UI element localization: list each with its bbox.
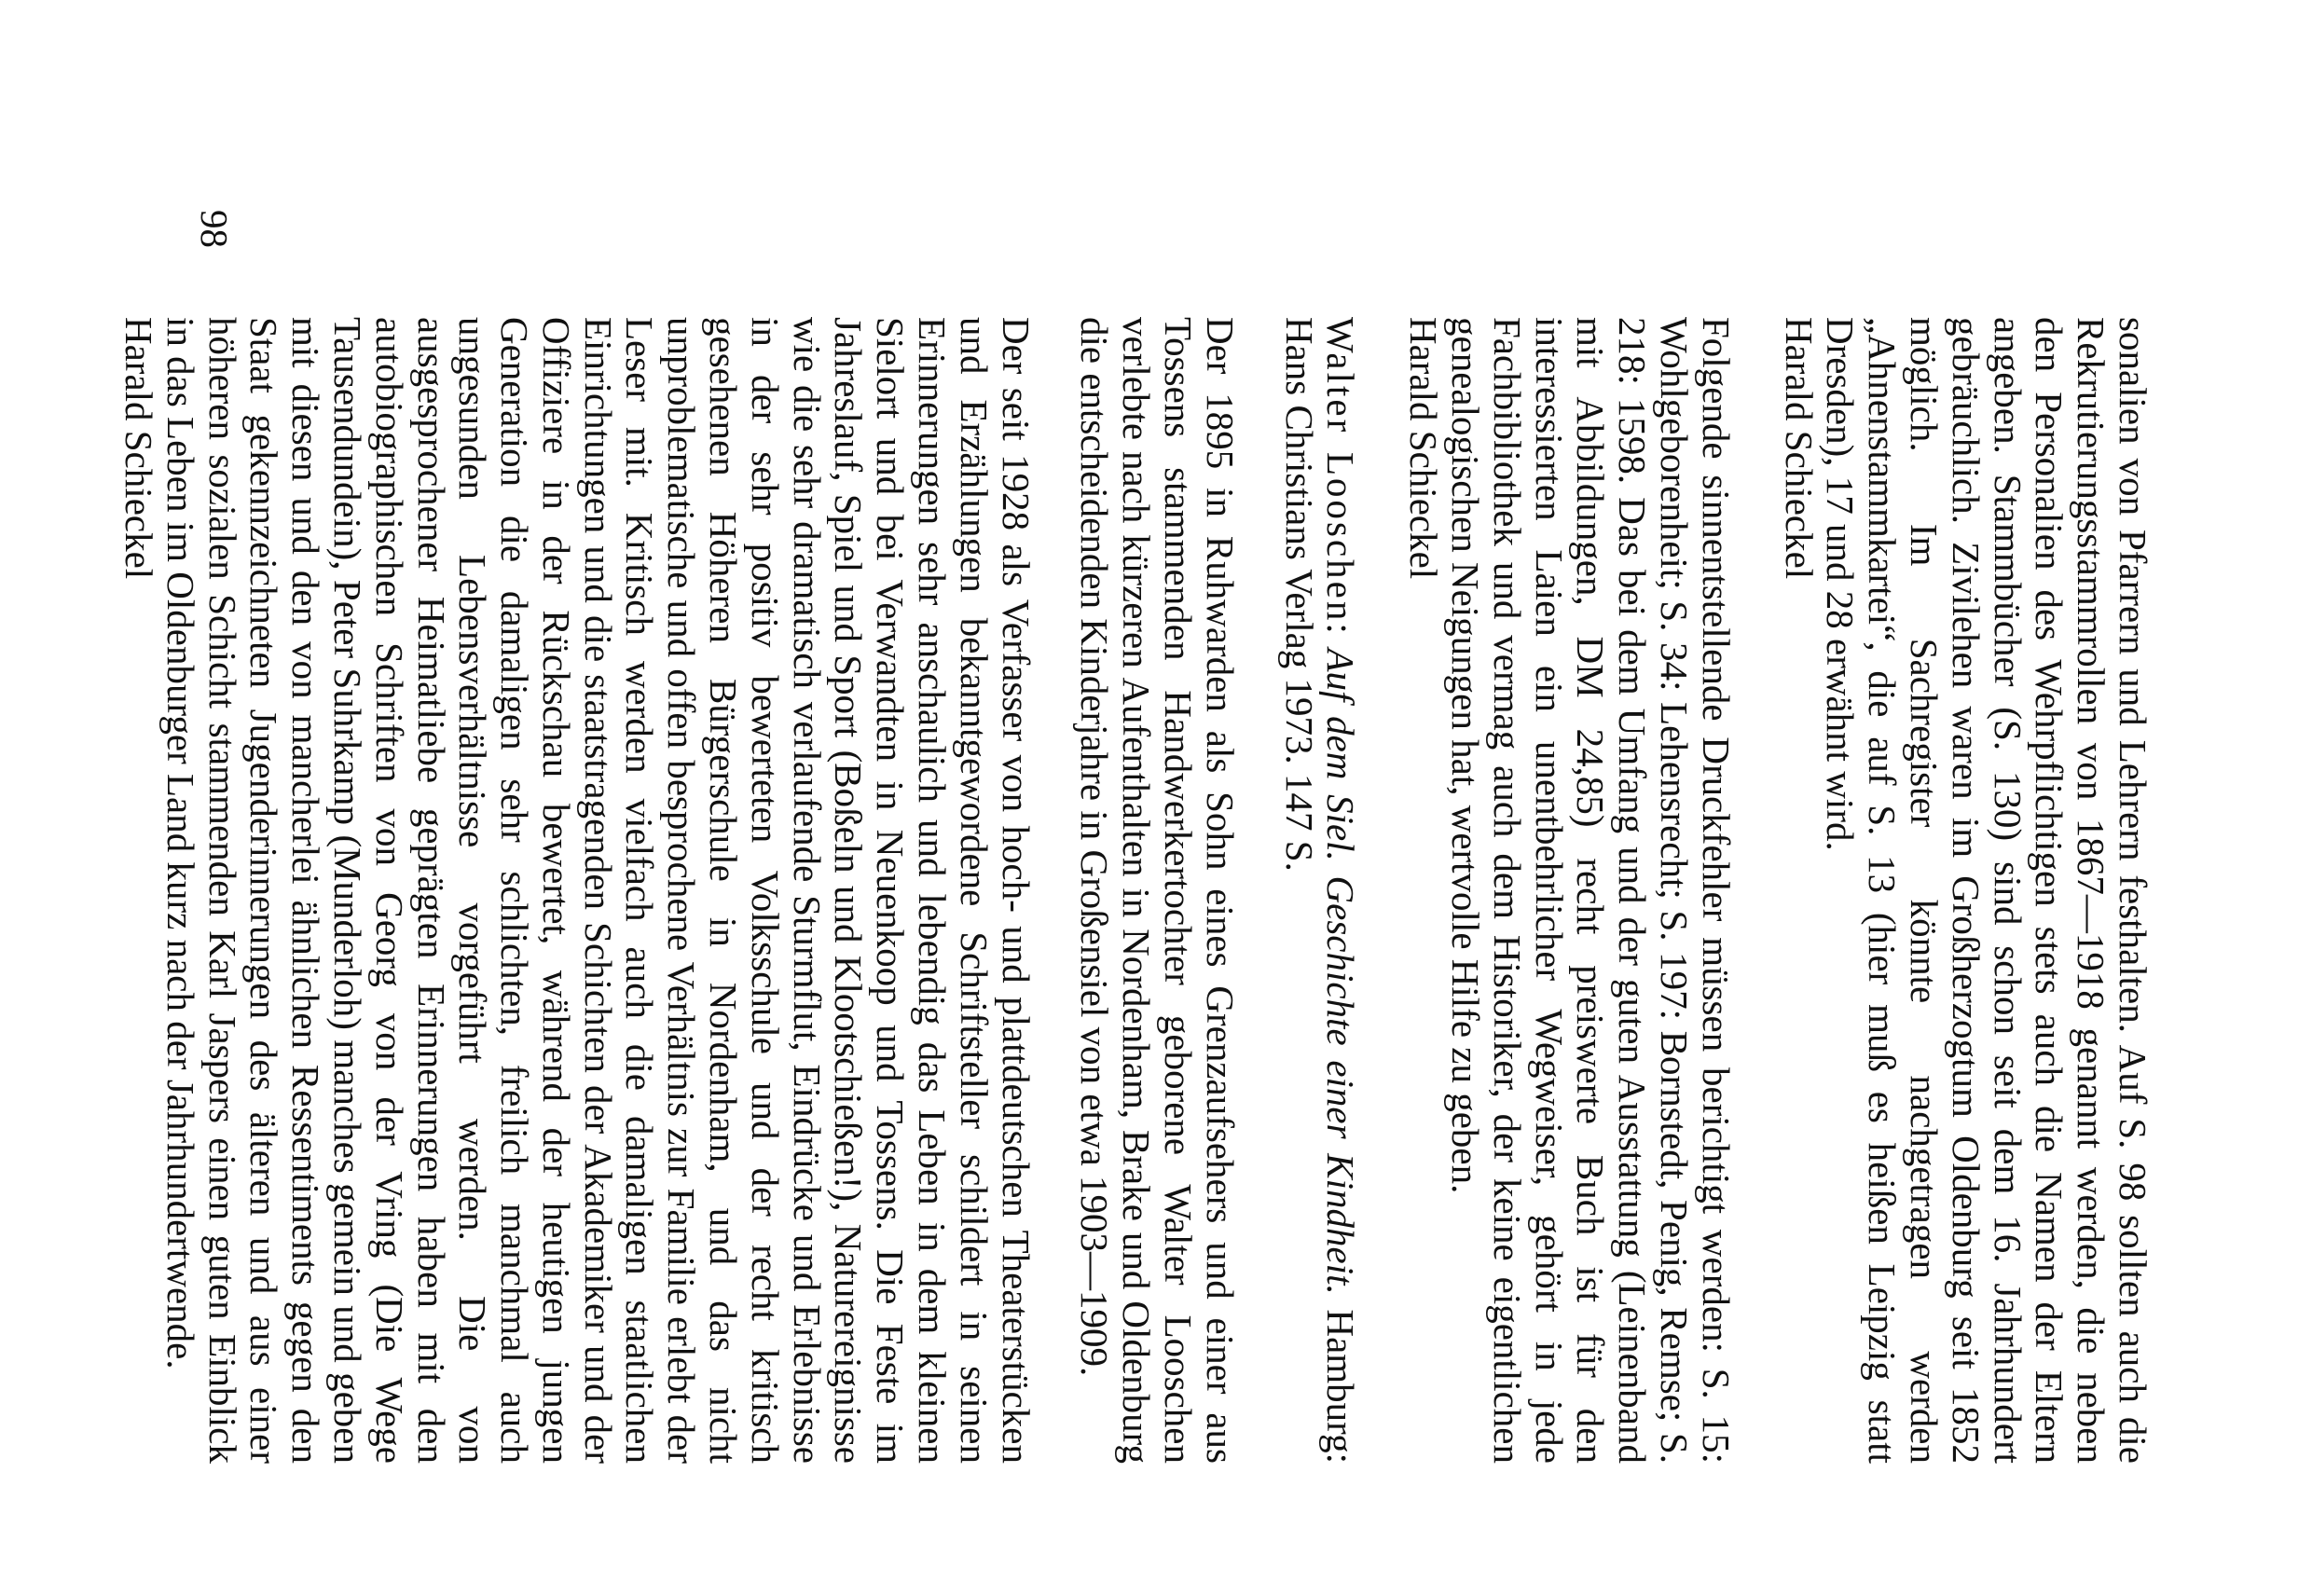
review-publication-info: Hamburg: Hans Christians Verlag 1973. 147 S. bbox=[1277, 317, 1363, 1464]
text-column bbox=[117, 317, 2154, 1464]
review-paragraph-biography: Der 1895 in Ruhwarden als Sohn eines Grenzaufsehers und einer aus Tossens stammenden Handwerkertochter geborene Walter Looschen verlebte nach kürzeren Aufenthalten in Nordenham, Brake und Oldenburg die entscheidenden Kinderjahre in Großensiel von etwa 1903—1909. bbox=[1073, 317, 1242, 1464]
page-number: 98 bbox=[193, 210, 236, 248]
paragraph-errata: Folgende sinnentstellende Druckfehler müssen berichtigt werden: S. 15: Wohlgeborenheit; S. 34: Lehensrecht; S. 197: Bornstedt, Penig, Remse; S. 218: 1598. Das bei dem Umfang und der guten Ausstattung (Leinenband mit Abbildungen, DM 24,85) recht preiswerte Buch ist für den interessierten Laien ein unentbehrlicher Wegweiser, gehört in jede Fachbibliothek und vermag auch dem Historiker, der keine eigentlichen genealogischen Neigungen hat, wertvolle Hilfe zu geben. bbox=[1444, 317, 1738, 1464]
paragraph-review-continuation: sonalien von Pfarrern und Lehrern festhalten. Auf S. 98 sollten auch die Rekrutierungsstammrollen von 1867—1918 genannt werden, die neben den Personalien des Wehrpflichtigen stets auch die Namen der Eltern angeben. Stammbücher (S. 130) sind schon seit dem 16. Jahrhundert gebräuchlich. Zivilehen waren im Großherzogtum Oldenburg seit 1852 möglich. Im Sachregister könnte nachgetragen werden „Ahnenstammkartei“, die auf S. 13 (hier muß es heißen Leipzig statt Dresden), 17 und 28 erwähnt wird. bbox=[1819, 317, 2154, 1464]
review-paragraph-content: Der seit 1928 als Verfasser von hoch- und plattdeutschen Theaterstücken und Erzählungen bekanntgewordene Schriftsteller schildert in seinen Erinnerungen sehr anschaulich und lebendig das Leben in dem kleinen Sielort und bei Verwandten in Neuenkoop und Tossens. Die Feste im Jahreslauf, Spiel und Sport (Boßeln und Klootschießen!), Naturereignisse wie die sehr dramatisch verlaufende Sturmflut, Eindrücke und Erlebnisse in der sehr positiv bewerteten Volksschule und der recht kritisch gesehenen Höheren Bürgerschule in Nordenham, und das nicht unproblematische und offen besprochene Verhältnis zur Familie erlebt der Leser mit. Kritisch werden vielfach auch die damaligen staatlichen Einrichtungen und die staatstragenden Schichten der Akademiker und der Offiziere in der Rückschau bewertet, während der heutigen jungen Generation die damaligen sehr schlichten, freilich manchmal auch ungesunden Lebensverhältnisse vorgeführt werden. Die von ausgesprochener Heimatliebe geprägten Erinnerungen haben mit den autobiographischen Schriften von Georg von der Vring (Die Wege Tausendundein), Peter Suhrkamp (Munderloh) manches gemein und geben mit diesen und den von mancherlei ähnlichen Ressentiments gegen den Staat gekennzeichneten Jugenderinnerungen des älteren und aus einer höheren sozialen Schicht stammenden Karl Jaspers einen guten Einblick in das Leben im Oldenburger Land kurz nach der Jahrhundertwende. bbox=[158, 317, 1038, 1464]
signature-third: Harald Schieckel bbox=[117, 317, 160, 580]
review-book-title: Auf dem Siel. Geschichte einer Kindheit. bbox=[1319, 648, 1363, 1295]
review-separator: : bbox=[1319, 623, 1363, 649]
signature-first: Harald Schieckel bbox=[1777, 317, 1821, 580]
review-author: Walter Looschen bbox=[1319, 317, 1363, 624]
review-heading bbox=[1278, 317, 1362, 1464]
signature-second: Harald Schieckel bbox=[1402, 317, 1446, 580]
